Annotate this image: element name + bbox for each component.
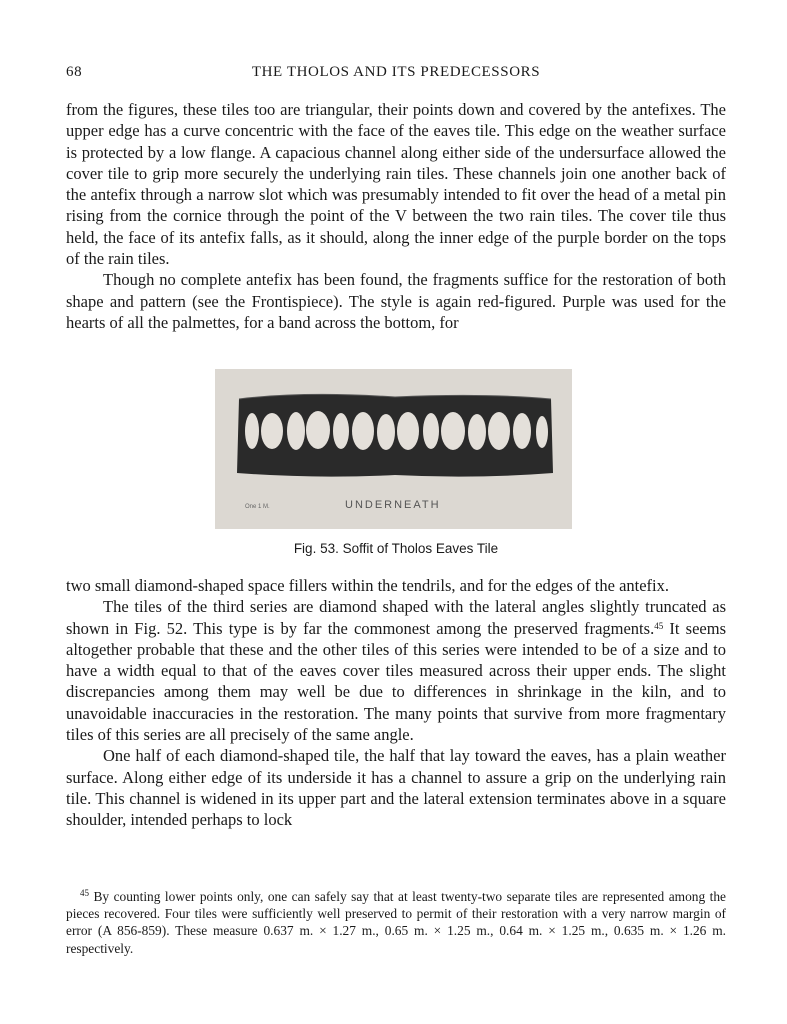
third-series-text: The tiles of the third series are diamond shaped with the lateral angles slightly truncated as shown in Fig. 52. This type is by far the commonest among the preserved fragments. <box>66 597 726 638</box>
footnote-marker: 45 <box>80 888 89 898</box>
page-number: 68 <box>66 64 83 80</box>
paragraph-diamond-tile: One half of each diamond-shaped tile, the half that lay toward the eaves, has a plain weather surface. Along either edge of its underside it has a channel to assure a grip on the underlying rain tile. This channel is widened in its upper part and the lateral extension terminates above in a square shoulder, intended perhaps to lock <box>66 746 726 830</box>
footnote-reference-45: 45 <box>654 620 664 631</box>
running-head <box>66 64 726 86</box>
paragraph-continuation-bottom: two small diamond-shaped space fillers within the tendrils, and for the edges of the antefix. <box>66 576 669 595</box>
figure-caption: Fig. 53. Soffit of Tholos Eaves Tile <box>293 541 499 556</box>
body-text-top <box>66 99 726 333</box>
footnote-text: By counting lower points only, one can safely say that at least twenty-two separate tiles are represented among the pieces recovered. Four tiles were sufficiently well preserved to permit of their restoration with a very narrow margin of error (A 856-859). These measure 0.637 m. × 1.27 m., 0.65 m. × 1.25 m., 0.64 m. × 1.25 m., 0.635 m. × 1.26 m. respectively. <box>66 889 726 956</box>
third-series-text-continued: It seems altogether probable that these and the other tiles of this series were intended to be of a size and to have a width equal to that of the eaves cover tiles measured across their upper ends. The slight discrepancies among them may well be due to differences in shrinkage in the kiln, and to unavoidable inaccuracies in the restoration. The many points that survive from more fragmentary tiles of this series are all precisely of the same angle. <box>66 618 726 745</box>
paragraph-continuation-top: from the figures, these tiles too are triangular, their points down and covered by the antefixes. The upper edge has a curve concentric with the face of the eaves tile. This edge on the weather surface is protected by a low flange. A capacious channel along either side of the undersurface allowed the cover tile to grip more securely the underlying rain tiles. These channels join one another back of the antefix through a narrow slot which was presumably intended to fit over the head of a metal pin rising from the cornice through the point of the V between the two rain tiles. The cover tile thus held, the face of its antefix falls, as it should, along the inner edge of the purple border on the tops of the rain tiles. <box>66 100 726 269</box>
figure-soffit-photo <box>215 369 572 529</box>
paragraph-antefix: Though no complete antefix has been found, the fragments suffice for the restoration of both shape and pattern (see the Frontispiece). The style is again red-figured. Purple was used for the hearts of all the palmettes, for a band across the bottom, for <box>66 270 726 332</box>
footnote-45 <box>66 888 726 957</box>
soffit-photo-illustration <box>215 369 572 529</box>
footnote-paragraph <box>66 888 726 957</box>
figure-scale-text: One 1 M. <box>245 504 270 510</box>
paragraph-third-series <box>66 596 726 745</box>
figure-label-underneath: UNDERNEATH <box>345 499 441 511</box>
running-title: THE THOLOS AND ITS PREDECESSORS <box>251 64 541 80</box>
body-text-bottom <box>66 575 726 831</box>
